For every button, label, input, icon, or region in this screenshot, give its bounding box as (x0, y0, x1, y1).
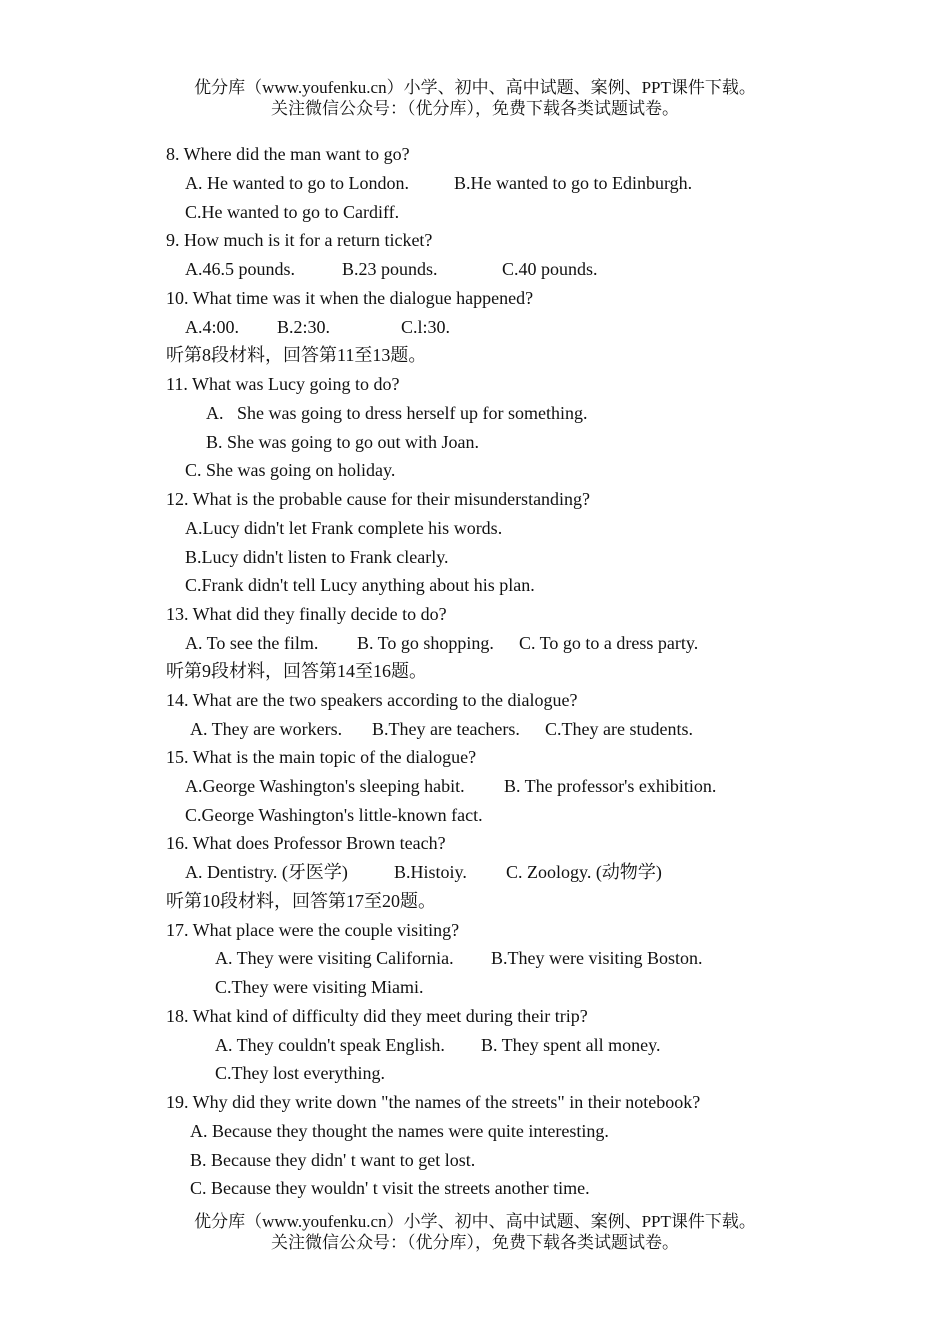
q17-option-b: B.They were visiting Boston. (491, 948, 703, 968)
q14-option-a: A. They are workers. (190, 719, 343, 739)
q10-option-c: C.l:30. (401, 317, 451, 337)
q16-option-a: A. Dentistry. (牙医学) (185, 862, 348, 882)
q15-option-c: C.George Washington's little-known fact. (185, 805, 483, 825)
section-8-heading: 听第8段材料，回答第11至13题。 (166, 345, 427, 365)
question-8: 8. Where did the man want to go? (166, 144, 410, 164)
q9-option-c: C.40 pounds. (502, 259, 598, 279)
q10-option-b: B.2:30. (277, 317, 331, 337)
q10-option-a: A.4:00. (185, 317, 239, 337)
question-16: 16. What does Professor Brown teach? (166, 833, 446, 853)
q13-option-b: B. To go shopping. (357, 633, 494, 653)
q12-option-a: A.Lucy didn't let Frank complete his words. (185, 518, 503, 538)
q11-option-c: C. She was going on holiday. (185, 460, 396, 480)
q17-option-c: C.They were visiting Miami. (215, 977, 424, 997)
q18-option-a: A. They couldn't speak English. (215, 1035, 445, 1055)
q8-option-a: A. He wanted to go to London. (185, 173, 409, 193)
q14-option-c: C.They are students. (545, 719, 693, 739)
footer-line-1: 优分库（www.youfenku.cn）小学、初中、高中试题、案例、PPT课件下载。 (194, 1212, 756, 1231)
q8-option-b: B.He wanted to go to Edinburgh. (454, 173, 693, 193)
section-10-heading: 听第10段材料，回答第17至20题。 (166, 891, 436, 911)
q9-option-b: B.23 pounds. (342, 259, 438, 279)
q12-option-b: B.Lucy didn't listen to Frank clearly. (185, 547, 449, 567)
question-11: 11. What was Lucy going to do? (166, 374, 400, 394)
q19-option-b: B. Because they didn' t want to get lost. (190, 1150, 476, 1170)
q14-option-b: B.They are teachers. (372, 719, 520, 739)
page-header (0, 77, 950, 119)
question-12: 12. What is the probable cause for their misunderstanding? (166, 489, 591, 509)
q17-option-a: A. They were visiting California. (215, 948, 454, 968)
question-14: 14. What are the two speakers according to the dialogue? (166, 690, 578, 710)
q12-option-c: C.Frank didn't tell Lucy anything about his plan. (185, 575, 535, 595)
q18-option-c: C.They lost everything. (215, 1063, 385, 1083)
q16-option-c: C. Zoology. (动物学) (506, 862, 662, 882)
q15-option-a: A.George Washington's sleeping habit. (185, 776, 465, 796)
q8-option-c: C.He wanted to go to Cardiff. (185, 202, 400, 222)
header-line-1: 优分库（www.youfenku.cn）小学、初中、高中试题、案例、PPT课件下载。 (194, 78, 756, 97)
q13-option-c: C. To go to a dress party. (519, 633, 699, 653)
q16-option-b: B.Histoiy. (394, 862, 467, 882)
header-line-2: 关注微信公众号：（优分库），免费下载各类试题试卷。 (271, 99, 679, 118)
question-18: 18. What kind of difficulty did they meet during their trip? (166, 1006, 588, 1026)
question-17: 17. What place were the couple visiting? (166, 920, 460, 940)
question-15: 15. What is the main topic of the dialogue? (166, 747, 477, 767)
q18-option-b: B. They spent all money. (481, 1035, 661, 1055)
q9-option-a: A.46.5 pounds. (185, 259, 296, 279)
section-9-heading: 听第9段材料，回答第14至16题。 (166, 661, 427, 681)
q11-option-a: A. She was going to dress herself up for something. (206, 403, 588, 423)
question-13: 13. What did they finally decide to do? (166, 604, 447, 624)
page-footer (0, 1211, 950, 1253)
q11-option-b: B. She was going to go out with Joan. (206, 432, 479, 452)
q13-option-a: A. To see the film. (185, 633, 319, 653)
question-10: 10. What time was it when the dialogue happened? (166, 288, 534, 308)
q19-option-c: C. Because they wouldn' t visit the streets another time. (190, 1178, 590, 1198)
question-9: 9. How much is it for a return ticket? (166, 230, 433, 250)
q15-option-b: B. The professor's exhibition. (504, 776, 717, 796)
question-19: 19. Why did they write down "the names of the streets" in their notebook? (166, 1092, 701, 1112)
footer-line-2: 关注微信公众号：（优分库），免费下载各类试题试卷。 (271, 1233, 679, 1252)
q19-option-a: A. Because they thought the names were quite interesting. (190, 1121, 609, 1141)
